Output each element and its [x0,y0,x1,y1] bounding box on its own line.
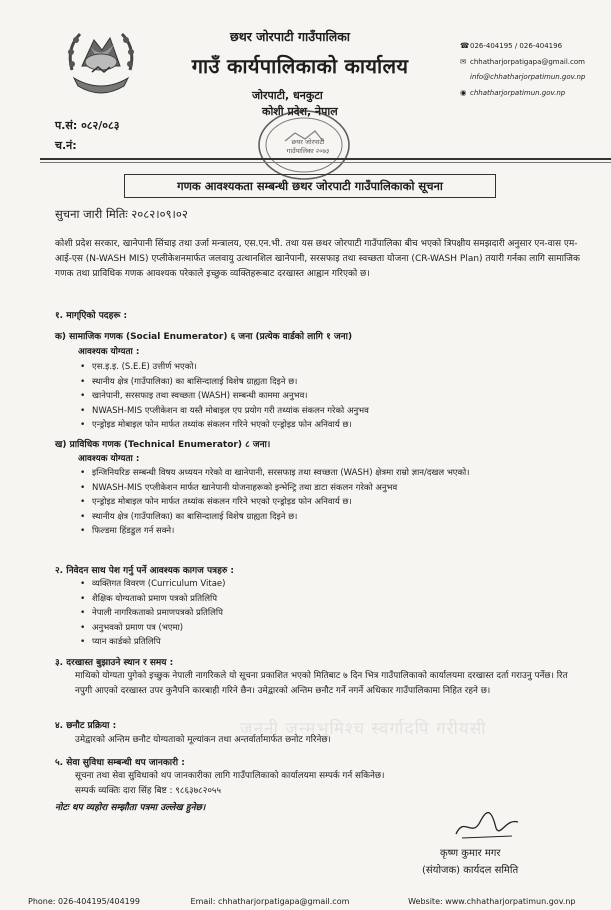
header-divider-thin [40,162,611,163]
web-icon: ◉ [460,88,467,97]
nepal-emblem-icon [62,20,140,100]
list-item: • NWASH-MIS एप्लीकेशन वा यस्तै मोबाइल एप प्रयोग गरी तथ्यांक संकलन गरेको अनुभव [78,404,578,419]
technical-requirements-label: आवश्यक योग्यता : [78,454,140,464]
issue-date: सुचना जारी मितिः २०८२।०९।०२ [55,207,188,221]
signature-mark [452,808,522,844]
list-item: • व्यक्तिगत विवरण (Curriculum Vitae) [78,577,498,592]
note-text: नोटः थप व्यहोरा सम्झौता पत्रमा उल्लेख हुनेछ। [55,803,206,813]
notice-title: गणक आवश्यकता सम्बन्धी छथर जोरपाटी गाउँपालिकाको सूचना [124,174,496,198]
section4-heading: ४. छनौट प्रक्रिया : [55,721,117,731]
dispatch-number: च.नं: [55,139,77,152]
technical-requirements-list [78,466,563,539]
section2-heading: २. निवेदन साथ पेश गर्नु पर्ने आवश्यक कागज पत्रहरु : [55,566,234,576]
stamp-text: छथर जोरपाटी गाउँपालिका २०७३ [286,138,330,155]
list-item: • प्यान कार्डको प्रतिलिपि [78,635,498,650]
list-item: • NWASH-MIS एप्लीकेशन मार्फत खानेपानी योजनाहरूको इन्भेन्ट्रि तथा डाटा संकलन गरेको अनुभव [78,481,563,496]
phone-icon: ☎ [460,41,470,50]
list-item: • स्थानीय क्षेत्र (गाउँपालिका) का बासिन्दालाई विशेष ग्राह्यता दिइने छ। [78,375,578,390]
list-item: • अनुभवको प्रमाण पत्र (भएमा) [78,621,498,636]
list-item: • एन्ड्रोइड मोबाइल फोन मार्फत तथ्यांक संकलन गरिने भएको एन्ड्रोइड फोन अनिवार्य छ। [78,418,578,433]
social-requirements-label: आवश्यक योग्यता : [78,347,140,357]
section5-contact: सम्पर्क व्यक्तिः दारा सिंह बिष्ट : ९८६३७८२०५५ [75,786,222,796]
header-divider [40,158,611,160]
list-item: • फिल्डमा हिंडडुल गर्न सक्ने। [78,524,563,539]
technical-enumerator-heading: ख) प्राविधिक गणक (Technical Enumerator) ८ जना। [55,440,271,450]
footer-website[interactable]: Website: www.chhatharjorpatimun.gov.np [408,897,576,906]
address-line2: कोशी प्रदेश, नेपाल [262,105,338,118]
signatory-name: कृष्ण कुमार मगर [440,848,501,859]
documents-list [78,577,498,650]
section4-text: उमेद्वारको अन्तिम छनौट योग्यताको मूल्यांकन तथा अन्तर्वार्तामार्फत छनोट गरिनेछ। [75,735,331,745]
footer [28,897,611,906]
section3-text: माथिको योग्यता पुगेको इच्छुक नेपाली नागरिकले यो सूचना प्रकाशित भएको मितिबाट ७ दिन भित्र गाउँपालिकाको कार्यालयमा दरखास्त दर्ता गराउनु पर्नेछ। रित नपुगी आएको दरखास्त उपर कुनैपनि कारबाही गरिने छैन। उमेद्वारको अन्तिम छनौट गर्ने नगर्ने अधिकार गाउँपालिकामा निहित रहने छ। [75,671,568,696]
social-enumerator-heading: क) सामाजिक गणक (Social Enumerator) ६ जना (प्रत्येक वार्डको लागि १ जना) [55,332,353,342]
footer-email[interactable]: Email: chhatharjorpatigapa@gmail.com [190,897,350,906]
section5-heading: ५. सेवा सुविधा सम्बन्धी थप जानकारी : [55,758,185,768]
social-requirements-list [78,360,578,433]
reference-number: प.सं: ०८२/०८३ [55,119,120,132]
section5-line1: सूचना तथा सेवा सुविधाको थप जानकारीका लागि गाउँपालिकाको कार्यालयमा सम्पर्क गर्न सकिनेछ। [75,771,385,781]
contact-email2[interactable]: info@chhatharjorpatimun.gov.np [470,73,586,81]
email-icon: ✉ [460,57,467,66]
intro-paragraph: कोशी प्रदेश सरकार, खानेपानी सिंचाइ तथा उर्जा मन्त्रालय, एस.एन.भी. तथा यस छथर जोरपाटी गाउँपालिका बीच भएको त्रिपक्षीय समझदारी अनुसार एन-वास एम-आई-एस (N-WASH MIS) एप्लीकेशनमार्फत जलवायु उत्थानशिल खानेपानी, सरसफाइ तथा स्वच्छता योजना (CR-WASH Plan) तयारी गर्नका लागि सामाजिक गणक तथा प्राविधिक गणक आवश्यक परेकाले इच्छुक व्यक्तिहरूबाट दरखास्त आह्वान गरिएको छ। [55,239,580,279]
list-item: • खानेपानी, सरसफाइ तथा स्वच्छता (WASH) सम्बन्धी काममा अनुभव। [78,389,578,404]
section1-heading: १. माग्एिको पदहरू : [55,311,128,321]
watermark-text: जननी जन्मभूमिश्च स्वर्गादपि गरीयसी [240,719,487,739]
section3-heading: ३. दरखास्त बुझाउने स्थान र समय : [55,658,174,668]
contact-block [460,38,610,101]
municipality-name: छथर जोरपाटी गाउँपालिका [229,29,351,44]
list-item: • एन्ड्रोइड मोबाइल फोन मार्फत तथ्यांक संकलन गरिने भएको एन्ड्रोइड फोन अनिवार्य छ। [78,495,563,510]
signatory-role: (संयोजक) कार्यदल समिति [422,865,519,876]
list-item: • शैक्षिक योग्यताको प्रमाण पत्रको प्रतिलिपि [78,592,498,607]
contact-phone: ☎026-404195 / 026-404196 [460,38,610,54]
list-item: • नेपाली नागरिकताको प्रमाणपत्रको प्रतिलिपि [78,606,498,621]
footer-phone: Phone: 026-404195/404199 [28,897,140,906]
office-name: गाउँ कार्यपालिकाको कार्यालय [191,54,409,78]
list-item: • एस.इ.इ. (S.E.E) उत्तीर्ण भएको। [78,360,578,375]
address-line1: जोरपाटी, धनकुटा [252,89,323,102]
contact-email1[interactable]: ✉ chhatharjorpatigapa@gmail.com [460,54,610,70]
list-item: • स्थानीय क्षेत्र (गाउँपालिका) का बासिन्दालाई विशेष ग्राह्यता दिइने छ। [78,510,563,525]
contact-website[interactable]: ◉ chhatharjorpatimun.gov.np [460,85,610,101]
list-item: • इन्जिनियरिङ सम्बन्धी विषय अध्ययन गरेको वा खानेपानी, सरसफाइ तथा स्वच्छता (WASH) क्षेत्रमा राम्रो ज्ञान/दखल भएको। [78,466,563,481]
